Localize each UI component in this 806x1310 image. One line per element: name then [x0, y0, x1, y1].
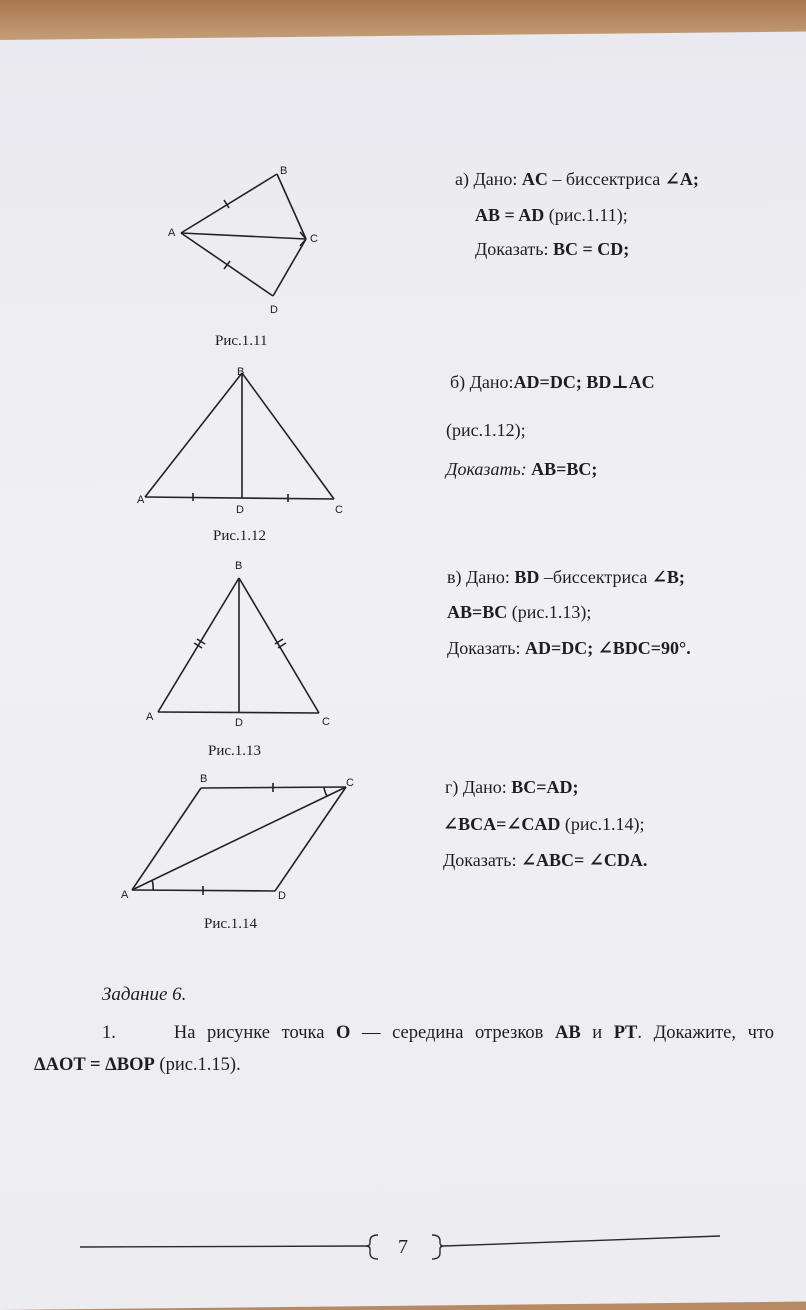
figure-1-11	[160, 160, 330, 325]
task-c-prove-label: Доказать:	[447, 638, 525, 658]
label-a: A	[146, 711, 154, 723]
item-number: 1.	[102, 1023, 116, 1043]
label-c: C	[346, 777, 354, 789]
task-a-ref: (рис.1.11);	[544, 205, 628, 225]
figure-1-14	[115, 770, 360, 915]
figure-1-12	[135, 360, 355, 525]
task-b-given: AD=DC; BD⊥AC	[513, 372, 655, 392]
label-b: B	[280, 165, 288, 177]
label-a: A	[168, 227, 176, 239]
text-part-3: и	[580, 1023, 614, 1043]
caption-1-11: Рис.1.11	[215, 333, 268, 349]
task-a-prove: BC = CD;	[552, 239, 630, 259]
label-d: D	[278, 890, 286, 902]
task-a-ac: AC	[521, 169, 548, 189]
text-part-6: (рис.1.15).	[154, 1055, 241, 1075]
task-a-angle: ∠A;	[664, 169, 699, 189]
task-a-bisector: – биссектриса	[547, 169, 665, 189]
label-b: B	[235, 560, 243, 572]
point-o: O	[336, 1023, 351, 1043]
assignment-heading: Задание 6.	[102, 984, 187, 1005]
task-d-prove-label: Доказать:	[443, 850, 521, 870]
label-b: B	[200, 773, 208, 785]
task-b-given-label: б) Дано:	[450, 372, 514, 392]
assignment-text	[34, 1017, 774, 1081]
label-a: A	[121, 889, 129, 901]
task-c-bisector: –биссектриса	[539, 567, 652, 587]
textbook-page	[0, 32, 806, 1310]
task-d-given: BC=AD;	[511, 777, 579, 797]
task-c-ref: (рис.1.13);	[507, 602, 592, 622]
task-d-prove: ∠ABC= ∠CDA.	[520, 850, 648, 870]
page-number: 7	[398, 1236, 408, 1258]
segment-pt: PT	[613, 1023, 638, 1043]
task-d-angles: ∠BCA=∠CAD	[443, 814, 561, 834]
caption-1-12: Рис.1.12	[213, 528, 267, 544]
caption-1-14: Рис.1.14	[204, 916, 258, 932]
task-a-ab-ad: AB = AD	[475, 205, 545, 225]
text-part-2: — середина отрезков	[350, 1023, 555, 1043]
task-b-prove: AB=BC;	[531, 459, 598, 479]
task-a-prove-label: Доказать:	[475, 239, 553, 259]
label-c: C	[322, 716, 330, 728]
text-part-1: На рисунке точка	[173, 1023, 337, 1043]
task-d-ref: (рис.1.14);	[560, 814, 645, 834]
label-d: D	[270, 304, 278, 316]
segment-ab: AB	[554, 1023, 581, 1043]
triangle-equality: ΔAOT = ΔBOP	[34, 1055, 155, 1075]
task-b-prove-label: Доказать:	[446, 459, 532, 479]
task-c-prove: AD=DC; ∠BDC=90°.	[524, 638, 691, 658]
label-a: A	[137, 494, 145, 506]
figure-1-13	[140, 555, 350, 740]
label-c: C	[335, 504, 343, 516]
label-d: D	[236, 504, 244, 516]
label-b: B	[237, 366, 245, 378]
task-b-ref: (рис.1.12);	[446, 420, 526, 440]
task-d-given-label: г) Дано:	[445, 777, 512, 797]
label-c: C	[310, 233, 318, 245]
caption-1-13: Рис.1.13	[208, 743, 262, 759]
label-d: D	[235, 717, 243, 729]
task-c-bd: BD	[514, 567, 540, 587]
text-part-4: . Докажите, что	[637, 1023, 774, 1043]
task-c-ab-bc: AB=BC	[447, 602, 508, 622]
task-a-given-label: а) Дано:	[455, 169, 522, 189]
task-c-angle: ∠B;	[651, 567, 685, 587]
task-c-given-label: в) Дано:	[447, 567, 515, 587]
